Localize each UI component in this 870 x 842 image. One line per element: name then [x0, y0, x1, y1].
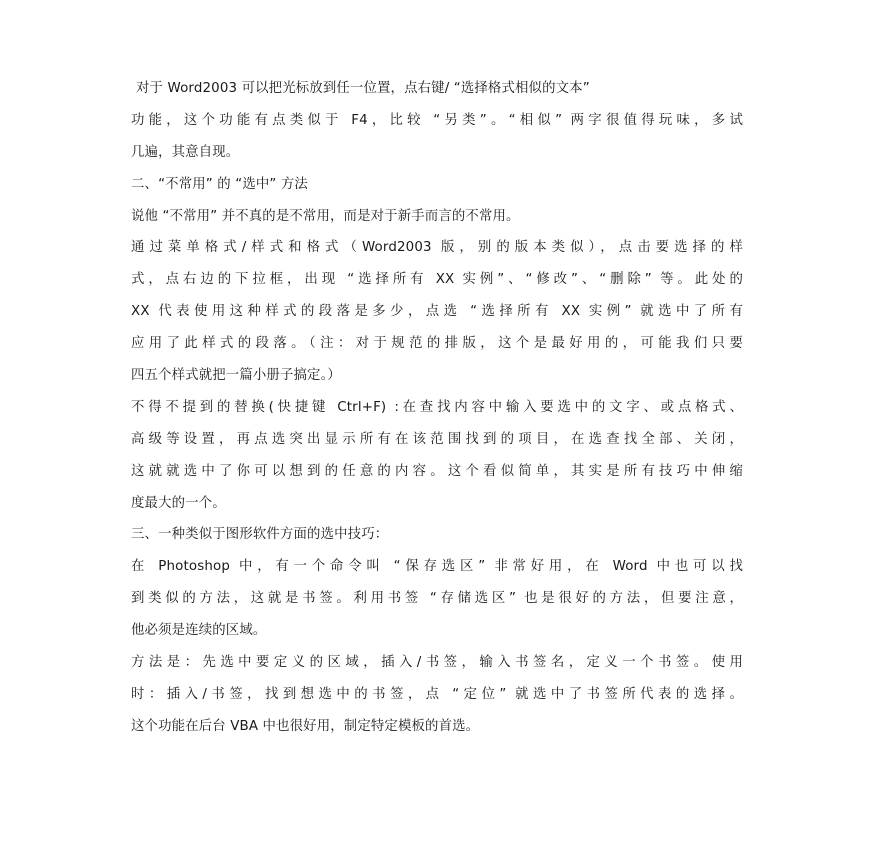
paragraph-line: 在 Photoshop 中，有一个命令叫 “保存选区” 非常好用，在 Word 中也可以找	[131, 559, 743, 575]
paragraph-line: 功能，这个功能有点类似于 F4，比较 “另类”。“相似” 两字很值得玩味，多试	[131, 112, 743, 128]
paragraph-line: 应用了此样式的段落。（注：对于规范的排版，这个是最好用的，可能我们只要	[131, 336, 743, 352]
paragraph-line: 几遍，其意自现。	[131, 144, 240, 160]
section-heading: 二、“不常用” 的 “选中” 方法	[131, 176, 308, 192]
paragraph-line: 方法是：先选中要定义的区域，插入/书签，输入书签名，定义一个书签。使用	[131, 655, 743, 671]
paragraph-line: 对于 Word2003 可以把光标放到任一位置，点右键/ “选择格式相似的文本”	[136, 81, 590, 96]
paragraph-line: 高级等设置，再点选突出显示所有在该范围找到的项目，在选查找全部、关闭，	[131, 431, 743, 447]
paragraph-line: 说他 “不常用” 并不真的是不常用，而是对于新手而言的不常用。	[131, 208, 520, 224]
paragraph-line: XX 代表使用这种样式的段落是多少，点选 “选择所有 XX 实例” 就选中了所有	[131, 304, 743, 320]
paragraph-line: 这就就选中了你可以想到的任意的内容。这个看似简单，其实是所有技巧中伸缩	[131, 463, 743, 479]
document-body	[131, 73, 743, 743]
paragraph-line: 度最大的一个。	[131, 495, 226, 511]
paragraph-line: 他必须是连续的区域。	[131, 623, 267, 639]
paragraph-line: 到类似的方法，这就是书签。利用书签 “存储选区” 也是很好的方法，但要注意，	[131, 591, 743, 607]
paragraph-line: 不得不提到的替换(快捷键 Ctrl+F) :在查找内容中输入要选中的文字、或点格式、	[131, 399, 743, 415]
paragraph-line: 式，点右边的下拉框，出现 “选择所有 XX 实例”、“修改”、“删除” 等。此处的	[131, 272, 743, 288]
paragraph-line: 四五个样式就把一篇小册子搞定。）	[131, 368, 341, 384]
section-heading: 三、一种类似于图形软件方面的选中技巧：	[131, 527, 389, 543]
paragraph-line: 这个功能在后台 VBA 中也很好用，制定特定模板的首选。	[131, 718, 480, 734]
paragraph-line: 通过菜单格式/样式和格式（Word2003 版，别的版本类似），点击要选择的样	[131, 240, 743, 256]
paragraph-line: 时：插入/书签，找到想选中的书签，点 “定位” 就选中了书签所代表的选择。	[131, 686, 743, 702]
